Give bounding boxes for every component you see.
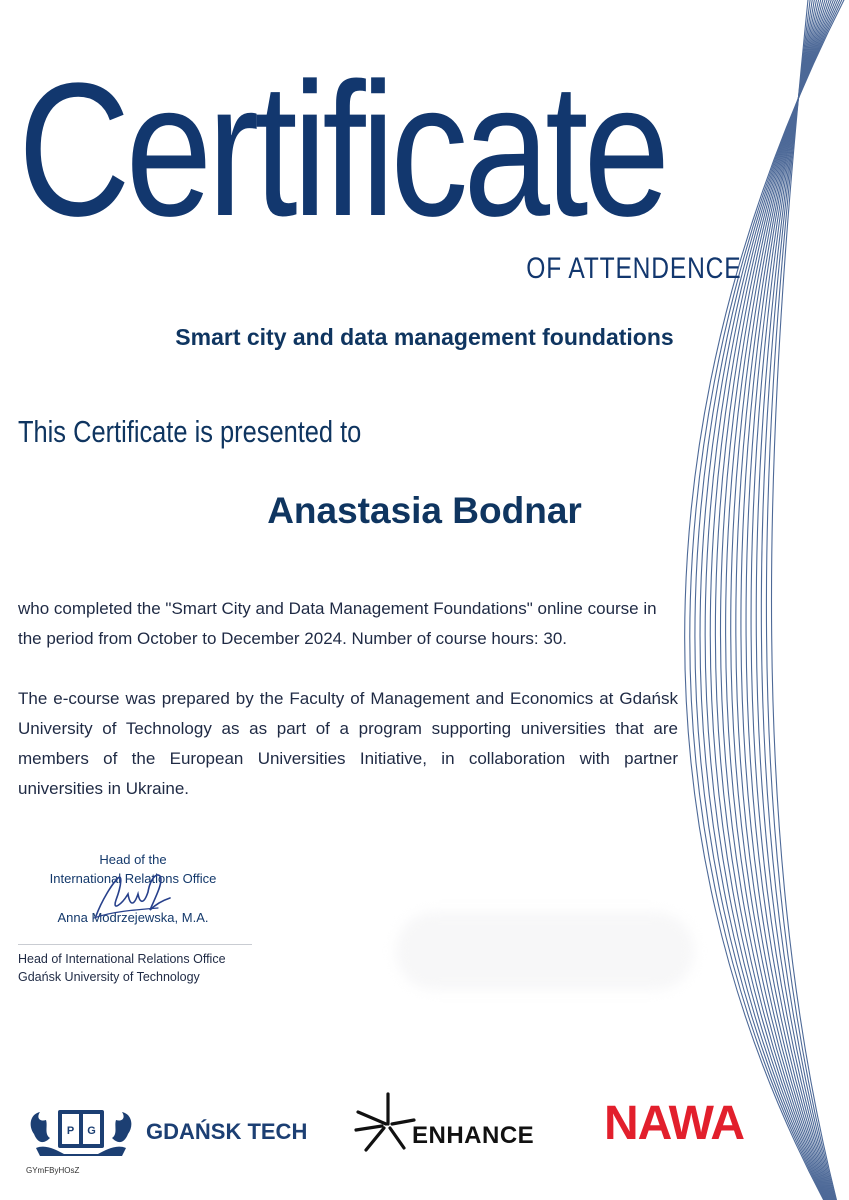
course-description-paragraph: The e-course was prepared by the Faculty of Management and Economics at Gdańsk University of Technology as as part of a program supporting universities that are members of the European Universities Initiative, in collaboration with partner universities in Ukraine. xyxy=(18,689,678,798)
course-title: Smart city and data management foundations xyxy=(175,324,674,350)
svg-text:P: P xyxy=(66,1125,75,1137)
stamp-line-3: Anna Modrzejewska, M.A. xyxy=(57,910,209,925)
stamp-line-1: Head of the xyxy=(99,852,167,867)
svg-text:G: G xyxy=(87,1125,96,1137)
recipient-name: Anastasia Bodnar xyxy=(267,490,582,531)
decorative-arc-line xyxy=(751,0,837,1200)
decorative-arc-line xyxy=(761,0,837,1200)
enhance-wordmark: ENHANCE xyxy=(412,1122,535,1149)
decorative-arc-line xyxy=(741,0,836,1200)
decorative-arc-line xyxy=(756,0,837,1200)
decorative-arc-line xyxy=(690,0,847,1200)
decorative-arc-line xyxy=(766,0,838,1200)
decorative-arc-line xyxy=(695,0,844,1200)
decorative-arc-line xyxy=(705,0,839,1200)
enhance-logo xyxy=(352,1090,538,1154)
decorative-arc-line xyxy=(726,0,834,1200)
gdansk-tech-wordmark: GDAŃSK TECH xyxy=(146,1119,308,1144)
certificate-title: Certificate xyxy=(18,44,666,256)
handwritten-signature xyxy=(92,870,172,928)
presented-to-label: This Certificate is presented to xyxy=(18,414,362,449)
completion-paragraph: who completed the "Smart City and Data Management Foundations" online course in the period from October to December 2024. Number of course hours: 30. xyxy=(18,599,657,648)
redacted-signature-area xyxy=(396,912,694,990)
enhance-star-icon xyxy=(352,1090,416,1154)
decorative-arc-line xyxy=(700,0,842,1200)
signatory-caption xyxy=(18,950,226,986)
stamp-line-2: International Relations Office xyxy=(49,871,217,886)
decorative-arc-line xyxy=(736,0,835,1200)
decorative-arc-line xyxy=(746,0,836,1200)
gdansk-crest-icon xyxy=(26,1104,136,1160)
decorative-arc-line xyxy=(720,0,833,1200)
nawa-logo: NAWA xyxy=(604,1097,744,1150)
signatory-organization: Gdańsk University of Technology xyxy=(18,970,200,984)
decorative-arc-line xyxy=(710,0,837,1200)
signatory-role: Head of International Relations Office xyxy=(18,952,226,966)
decorative-arc-line xyxy=(715,0,835,1200)
document-code: GYmFByHOsZ xyxy=(26,1166,80,1175)
decorative-arc-line xyxy=(685,0,849,1200)
certificate-subtitle: OF ATTENDENCE xyxy=(525,252,741,285)
signature-divider xyxy=(18,944,252,945)
decorative-arc-line xyxy=(772,0,840,1200)
gdansk-tech-logo xyxy=(26,1104,308,1160)
decorative-arc-line xyxy=(731,0,835,1200)
